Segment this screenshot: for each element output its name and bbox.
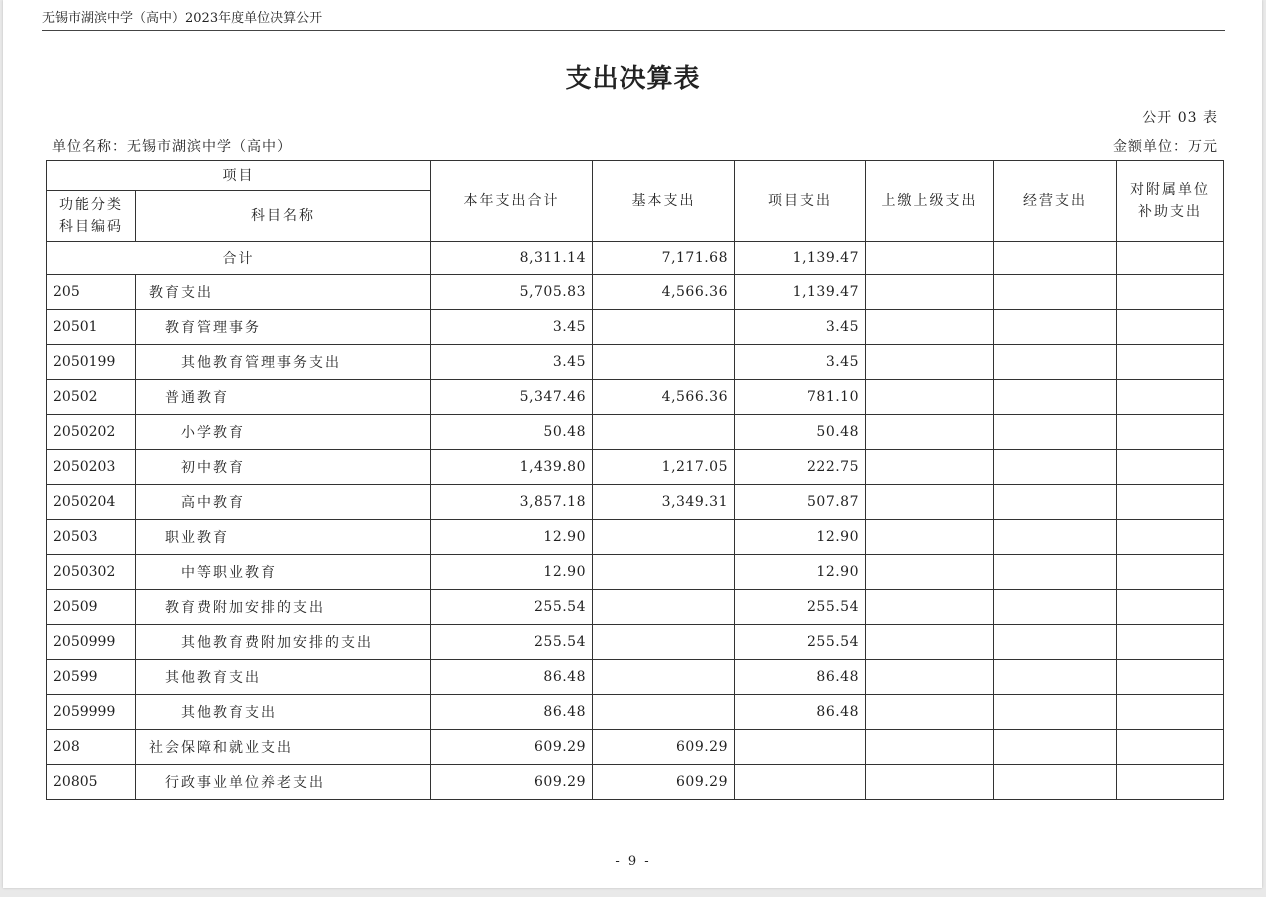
amount-cell — [1117, 765, 1224, 800]
page-number: - 9 - — [615, 854, 651, 869]
amount-cell — [1117, 730, 1224, 765]
column-header: 项目支出 — [735, 161, 866, 242]
table-row — [47, 275, 1224, 310]
amount-cell — [593, 415, 735, 450]
amount-cell — [994, 590, 1117, 625]
amount-cell — [593, 555, 735, 590]
amount-cell — [593, 695, 735, 730]
amount-cell: 1,139.47 — [735, 275, 866, 310]
amount-cell — [593, 520, 735, 555]
table-row — [47, 310, 1224, 345]
total-label: 合计 — [47, 242, 431, 275]
amount-cell: 12.90 — [735, 520, 866, 555]
amount-cell: 50.48 — [431, 415, 593, 450]
subject-code-cell: 20509 — [47, 590, 136, 625]
table-row — [47, 625, 1224, 660]
amount-cell: 1,217.05 — [593, 450, 735, 485]
amount-cell — [866, 380, 994, 415]
subject-name-cell: 高中教育 — [136, 485, 431, 520]
amount-cell — [994, 730, 1117, 765]
subject-name-cell: 其他教育支出 — [136, 660, 431, 695]
amount-cell — [994, 625, 1117, 660]
subject-name-cell: 其他教育管理事务支出 — [136, 345, 431, 380]
amount-cell — [994, 555, 1117, 590]
amount-cell — [593, 345, 735, 380]
total-value-cell: 1,139.47 — [735, 242, 866, 275]
column-header: 基本支出 — [593, 161, 735, 242]
table-row — [47, 485, 1224, 520]
form-number: 公开 03 表 — [1142, 110, 1218, 126]
amount-cell — [866, 450, 994, 485]
subject-code-cell: 2059999 — [47, 695, 136, 730]
amount-cell — [994, 415, 1117, 450]
amount-cell: 609.29 — [593, 765, 735, 800]
amount-cell: 781.10 — [735, 380, 866, 415]
subject-name-cell: 其他教育支出 — [136, 695, 431, 730]
expenditure-table — [46, 160, 1224, 800]
amount-cell — [1117, 625, 1224, 660]
amount-cell — [866, 730, 994, 765]
table-row — [47, 660, 1224, 695]
amount-cell: 609.29 — [593, 730, 735, 765]
amount-cell: 4,566.36 — [593, 380, 735, 415]
amount-cell — [866, 520, 994, 555]
amount-cell: 609.29 — [431, 730, 593, 765]
total-value-cell: 7,171.68 — [593, 242, 735, 275]
amount-cell — [994, 310, 1117, 345]
amount-cell — [866, 345, 994, 380]
amount-cell — [1117, 310, 1224, 345]
table-row — [47, 590, 1224, 625]
subject-name-cell: 初中教育 — [136, 450, 431, 485]
subject-code-cell: 2050203 — [47, 450, 136, 485]
subject-code-cell: 2050204 — [47, 485, 136, 520]
amount-cell — [994, 520, 1117, 555]
code-column-header: 功能分类 科目编码 — [47, 191, 136, 242]
page-title: 支出决算表 — [565, 64, 701, 94]
total-value-cell — [866, 242, 994, 275]
amount-cell: 3.45 — [735, 345, 866, 380]
amount-cell — [866, 590, 994, 625]
total-value-cell — [1117, 242, 1224, 275]
amount-cell — [866, 310, 994, 345]
subject-name-cell: 教育费附加安排的支出 — [136, 590, 431, 625]
subject-name-cell: 职业教育 — [136, 520, 431, 555]
subject-code-cell: 2050199 — [47, 345, 136, 380]
amount-cell: 12.90 — [735, 555, 866, 590]
subject-code-cell: 205 — [47, 275, 136, 310]
amount-cell — [994, 695, 1117, 730]
amount-cell: 86.48 — [431, 660, 593, 695]
subject-code-cell: 20503 — [47, 520, 136, 555]
total-row — [47, 242, 1224, 275]
subject-name-cell: 教育支出 — [136, 275, 431, 310]
amount-cell — [1117, 695, 1224, 730]
amount-cell — [866, 275, 994, 310]
amount-cell: 255.54 — [431, 590, 593, 625]
subject-name-cell: 教育管理事务 — [136, 310, 431, 345]
amount-cell: 12.90 — [431, 520, 593, 555]
amount-cell: 3,857.18 — [431, 485, 593, 520]
amount-cell: 222.75 — [735, 450, 866, 485]
amount-cell — [593, 310, 735, 345]
amount-cell — [735, 730, 866, 765]
subject-code-cell: 20501 — [47, 310, 136, 345]
amount-cell — [994, 485, 1117, 520]
amount-cell — [1117, 415, 1224, 450]
amount-cell: 5,347.46 — [431, 380, 593, 415]
amount-cell — [1117, 275, 1224, 310]
subject-name-cell: 社会保障和就业支出 — [136, 730, 431, 765]
subject-code-cell: 2050202 — [47, 415, 136, 450]
subject-name-cell: 中等职业教育 — [136, 555, 431, 590]
amount-cell — [994, 660, 1117, 695]
amount-cell: 86.48 — [735, 695, 866, 730]
amount-cell — [994, 380, 1117, 415]
amount-cell — [866, 765, 994, 800]
amount-cell — [1117, 345, 1224, 380]
amount-cell — [593, 660, 735, 695]
amount-cell: 5,705.83 — [431, 275, 593, 310]
amount-cell: 255.54 — [431, 625, 593, 660]
subject-code-cell: 208 — [47, 730, 136, 765]
table-row — [47, 520, 1224, 555]
table-row — [47, 695, 1224, 730]
amount-cell — [866, 555, 994, 590]
table-row — [47, 555, 1224, 590]
amount-cell — [994, 765, 1117, 800]
amount-cell: 4,566.36 — [593, 275, 735, 310]
subject-name-cell: 其他教育费附加安排的支出 — [136, 625, 431, 660]
amount-cell — [1117, 555, 1224, 590]
running-header: 无锡市湖滨中学（高中）2023年度单位决算公开 — [42, 10, 1225, 31]
unit-name: 单位名称：无锡市湖滨中学（高中） — [52, 139, 292, 155]
amount-cell — [1117, 520, 1224, 555]
subject-name-cell: 小学教育 — [136, 415, 431, 450]
amount-cell — [1117, 485, 1224, 520]
amount-cell — [593, 590, 735, 625]
amount-cell: 507.87 — [735, 485, 866, 520]
subject-code-cell: 20502 — [47, 380, 136, 415]
column-header: 上缴上级支出 — [866, 161, 994, 242]
column-header: 对附属单位 补助支出 — [1117, 161, 1224, 242]
table-row — [47, 415, 1224, 450]
amount-cell — [593, 625, 735, 660]
amount-cell: 255.54 — [735, 625, 866, 660]
amount-cell: 86.48 — [431, 695, 593, 730]
table-row — [47, 345, 1224, 380]
table-row — [47, 450, 1224, 485]
amount-cell: 3.45 — [735, 310, 866, 345]
amount-cell: 255.54 — [735, 590, 866, 625]
amount-cell: 3.45 — [431, 310, 593, 345]
amount-cell — [866, 695, 994, 730]
amount-cell — [866, 625, 994, 660]
amount-cell — [735, 765, 866, 800]
amount-cell: 86.48 — [735, 660, 866, 695]
amount-cell: 3,349.31 — [593, 485, 735, 520]
table-row — [47, 380, 1224, 415]
table-row — [47, 765, 1224, 800]
project-group-header: 项目 — [47, 161, 431, 191]
subject-code-cell: 2050302 — [47, 555, 136, 590]
amount-cell — [1117, 380, 1224, 415]
amount-cell: 1,439.80 — [431, 450, 593, 485]
subject-name-cell: 普通教育 — [136, 380, 431, 415]
amount-cell: 50.48 — [735, 415, 866, 450]
amount-cell — [994, 345, 1117, 380]
amount-cell — [994, 275, 1117, 310]
amount-cell — [994, 450, 1117, 485]
amount-cell — [866, 485, 994, 520]
money-unit: 金额单位：万元 — [1113, 139, 1218, 155]
name-column-header: 科目名称 — [136, 191, 431, 242]
amount-cell — [866, 660, 994, 695]
subject-code-cell: 2050999 — [47, 625, 136, 660]
subject-code-cell: 20599 — [47, 660, 136, 695]
amount-cell: 3.45 — [431, 345, 593, 380]
amount-cell — [866, 415, 994, 450]
total-value-cell — [994, 242, 1117, 275]
amount-cell — [1117, 450, 1224, 485]
subject-name-cell: 行政事业单位养老支出 — [136, 765, 431, 800]
column-header: 本年支出合计 — [431, 161, 593, 242]
subject-code-cell: 20805 — [47, 765, 136, 800]
total-value-cell: 8,311.14 — [431, 242, 593, 275]
amount-cell: 12.90 — [431, 555, 593, 590]
amount-cell — [1117, 590, 1224, 625]
table-row — [47, 730, 1224, 765]
column-header: 经营支出 — [994, 161, 1117, 242]
amount-cell — [1117, 660, 1224, 695]
amount-cell: 609.29 — [431, 765, 593, 800]
